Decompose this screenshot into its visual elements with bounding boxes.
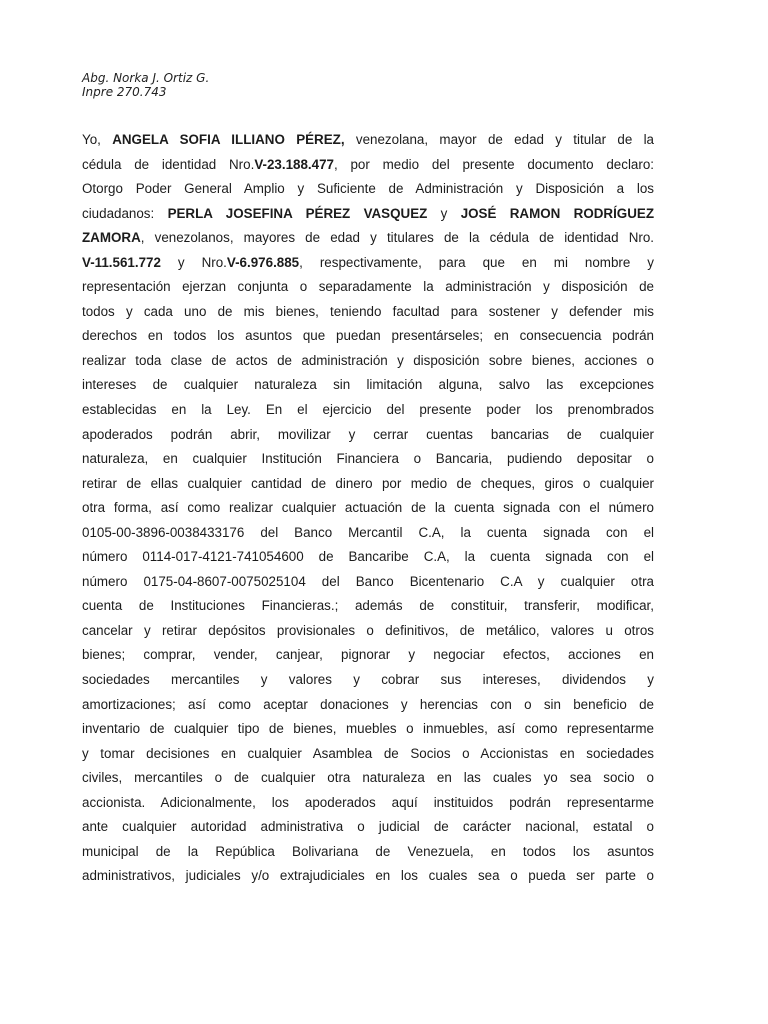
text-segment: administrativos, judiciales y/o extrajudiciales en los cuales sea o pueda ser parte o	[82, 868, 654, 884]
document-line	[82, 373, 654, 398]
document-line	[82, 864, 654, 889]
bold-text-segment: PERLA JOSEFINA PÉREZ VASQUEZ	[167, 205, 428, 221]
document-line	[82, 423, 654, 448]
document-line	[82, 275, 654, 300]
text-segment: y	[427, 205, 461, 221]
document-line	[82, 815, 654, 840]
document-line	[82, 202, 654, 227]
text-segment: derechos en todos los asuntos que puedan presentárseles; en consecuencia podrán	[82, 328, 654, 344]
bold-text-segment: V-23.188.477	[254, 156, 334, 172]
document-line	[82, 447, 654, 472]
text-segment: intereses de cualquier naturaleza sin limitación alguna, salvo las excepciones	[82, 377, 654, 393]
document-line	[82, 594, 654, 619]
text-segment: otra forma, así como realizar cualquier actuación de la cuenta signada con el número	[82, 500, 654, 516]
bold-text-segment: ANGELA SOFIA ILLIANO PÉREZ,	[112, 132, 345, 147]
document-line	[82, 472, 654, 497]
text-segment: Otorgo Poder General Amplio y Suficiente de Administración y Disposición a los	[82, 181, 654, 197]
text-segment: accionista. Adicionalmente, los apoderados aquí instituidos podrán representarme	[82, 794, 654, 810]
text-segment: apoderados podrán abrir, movilizar y cerrar cuentas bancarias de cualquier	[82, 426, 654, 442]
text-segment: 0105-00-3896-0038433176 del Banco Mercantil C.A, la cuenta signada con el	[82, 524, 654, 540]
document-line	[82, 300, 654, 325]
text-segment: retirar de ellas cualquier cantidad de dinero por medio de cheques, giros o cualquier	[82, 475, 654, 491]
text-segment: número 0114-017-4121-741054600 de Bancaribe C.A, la cuenta signada con el	[82, 549, 654, 565]
text-segment: Yo,	[82, 132, 113, 147]
document-line	[82, 496, 654, 521]
text-segment: , venezolanos, mayores de edad y titulares de la cédula de identidad Nro.	[140, 230, 654, 246]
document-line	[82, 324, 654, 349]
document-line	[82, 251, 654, 276]
text-segment: y Nro.	[160, 254, 227, 270]
bold-text-segment: JOSÉ RAMON RODRÍGUEZ	[460, 205, 655, 221]
text-segment: venezolana, mayor de edad y titular de la	[344, 132, 655, 147]
text-segment: amortizaciones; así como aceptar donaciones y herencias con o sin beneficio de	[82, 696, 654, 712]
document-line	[82, 398, 654, 423]
text-segment: bienes; comprar, vender, canjear, pignorar y negociar efectos, acciones en	[82, 647, 654, 663]
document-line	[82, 545, 654, 570]
text-segment: inventario de cualquier tipo de bienes, muebles o inmuebles, así como representarme	[82, 721, 654, 737]
document-line	[82, 619, 654, 644]
text-segment: naturaleza, en cualquier Institución Financiera o Bancaria, pudiendo depositar o	[82, 451, 654, 467]
text-segment: establecidas en la Ley. En el ejercicio del presente poder los prenombrados	[82, 402, 654, 418]
text-segment: realizar toda clase de actos de administración y disposición sobre bienes, acciones o	[82, 352, 654, 368]
author-name: Abg. Norka J. Ortiz G.	[82, 71, 210, 85]
text-segment: municipal de la República Bolivariana de Venezuela, en todos los asuntos	[82, 843, 654, 859]
text-segment: ciudadanos:	[82, 205, 168, 221]
bold-text-segment: V-6.976.885	[226, 254, 300, 270]
text-segment: , por medio del presente documento declaro:	[333, 156, 654, 172]
document-line	[82, 668, 654, 693]
document-line	[82, 153, 654, 178]
bold-text-segment: V-11.561.772	[82, 254, 161, 270]
text-segment: y tomar decisiones en cualquier Asamblea de Socios o Accionistas en sociedades	[82, 745, 654, 761]
document-header	[82, 71, 209, 99]
document-line	[82, 128, 654, 153]
document-line	[82, 349, 654, 374]
text-segment: ante cualquier autoridad administrativa o judicial de carácter nacional, estatal o	[82, 819, 654, 835]
bold-text-segment: ZAMORA	[82, 230, 141, 246]
text-segment: cancelar y retirar depósitos provisionales o definitivos, de metálico, valores u otros	[82, 622, 654, 638]
text-segment: número 0175-04-8607-0075025104 del Banco Bicentenario C.A y cualquier otra	[82, 573, 654, 589]
document-body	[82, 128, 654, 889]
document-line	[82, 226, 654, 251]
document-line	[82, 717, 654, 742]
document-line	[82, 840, 654, 865]
text-segment: cédula de identidad Nro.	[82, 156, 255, 172]
document-line	[82, 693, 654, 718]
inpre-number: Inpre 270.743	[82, 85, 167, 99]
document-line	[82, 643, 654, 668]
document-line	[82, 791, 654, 816]
text-segment: sociedades mercantiles y valores y cobrar sus intereses, dividendos y	[82, 672, 654, 688]
text-segment: , respectivamente, para que en mi nombre y	[299, 254, 654, 270]
text-segment: todos y cada uno de mis bienes, teniendo facultad para sostener y defender mis	[82, 303, 654, 319]
text-segment: civiles, mercantiles o de cualquier otra naturaleza en las cuales yo sea socio o	[82, 770, 654, 786]
document-line	[82, 521, 654, 546]
text-segment: representación ejerzan conjunta o separadamente la administración y disposición de	[82, 279, 654, 295]
document-line	[82, 742, 654, 767]
text-segment: cuenta de Instituciones Financieras.; además de constituir, transferir, modificar,	[82, 598, 654, 614]
document-line	[82, 570, 654, 595]
document-line	[82, 177, 654, 202]
document-line	[82, 766, 654, 791]
